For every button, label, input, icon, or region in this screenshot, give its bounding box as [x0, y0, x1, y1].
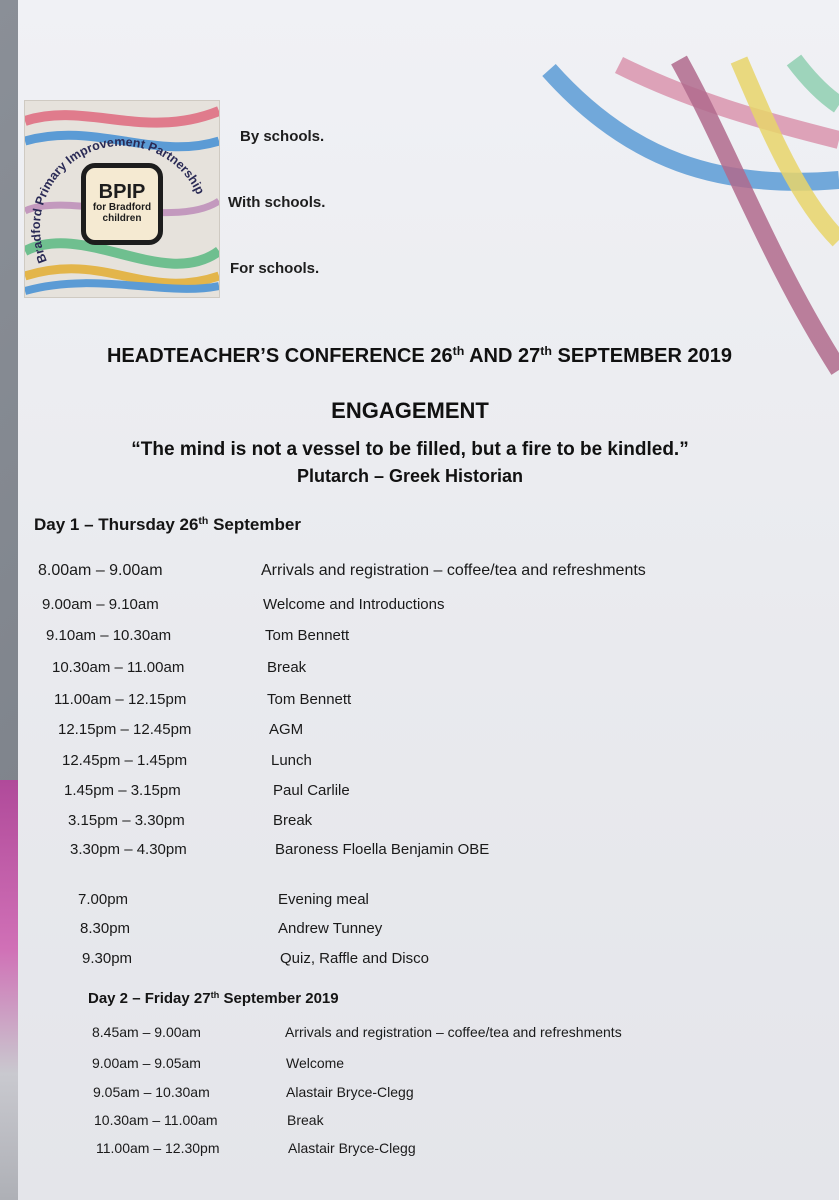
day1-session-row	[0, 721, 839, 745]
day1-session-time: 9.30pm	[82, 950, 133, 967]
day1-session-row	[0, 920, 839, 944]
day1-session-event: AGM	[269, 721, 304, 738]
day2-session-time: 9.00am – 9.05am	[92, 1055, 201, 1071]
day1-session-row	[0, 596, 839, 620]
day1-session-row	[0, 691, 839, 715]
day1-session-row	[0, 752, 839, 776]
day1-session-time: 8.00am – 9.00am	[38, 562, 163, 579]
day2-session-event: Alastair Bryce-Clegg	[286, 1084, 414, 1100]
logo-badge	[81, 163, 163, 245]
day1-session-time: 11.00am – 12.15pm	[54, 691, 187, 708]
day1-session-event: Tom Bennett	[265, 627, 350, 644]
day1-session-time: 12.45pm – 1.45pm	[62, 752, 188, 769]
day1-session-event: Evening meal	[278, 891, 369, 908]
day1-session-time: 10.30am – 11.00am	[52, 659, 185, 676]
day1-session-row	[0, 891, 839, 915]
tagline-with-schools: With schools.	[228, 194, 326, 211]
logo-badge-title: BPIP	[98, 181, 146, 203]
bpip-logo	[24, 100, 220, 298]
tagline-by-schools: By schools.	[240, 128, 325, 145]
day1-session-event: Tom Bennett	[267, 691, 352, 708]
day1-session-row	[0, 659, 839, 683]
logo-badge-subtitle-1: for Bradford	[92, 202, 152, 213]
day1-session-row	[0, 950, 839, 974]
day2-session-row	[0, 1112, 839, 1136]
day1-session-time: 3.15pm – 3.30pm	[68, 812, 185, 829]
day2-session-time: 8.45am – 9.00am	[92, 1024, 201, 1040]
day1-session-event: Lunch	[271, 752, 312, 769]
day1-session-event: Break	[267, 659, 307, 676]
logo-badge-subtitle-2: children	[102, 213, 142, 224]
day2-session-time: 10.30am – 11.00am	[94, 1112, 218, 1128]
day1-session-time: 9.10am – 10.30am	[46, 627, 172, 644]
conference-quote: “The mind is not a vessel to be filled, but a fire to be kindled.”	[131, 439, 689, 460]
day2-session-event: Arrivals and registration – coffee/tea and refreshments	[285, 1024, 622, 1040]
day1-session-time: 9.00am – 9.10am	[42, 596, 159, 613]
day2-session-event: Welcome	[286, 1055, 345, 1071]
day1-session-time: 7.00pm	[78, 891, 129, 908]
day1-session-row	[0, 812, 839, 836]
day1-session-event: Arrivals and registration – coffee/tea and refreshments	[261, 562, 646, 579]
day2-session-time: 9.05am – 10.30am	[93, 1084, 210, 1100]
day1-session-row	[0, 782, 839, 806]
day1-session-row	[0, 841, 839, 865]
day1-session-event: Break	[273, 812, 313, 829]
day1-session-time: 1.45pm – 3.15pm	[64, 782, 181, 799]
quote-attribution: Plutarch – Greek Historian	[296, 466, 524, 486]
day2-session-row	[0, 1055, 839, 1079]
day1-session-time: 12.15pm – 12.45pm	[58, 721, 192, 738]
conference-title: HEADTEACHER’S CONFERENCE 26th AND 27th SEPTEMBER 2019	[106, 344, 733, 367]
logo-ring-text: Bradford Primary Improvement Partnership	[28, 134, 208, 266]
day1-session-event: Andrew Tunney	[278, 920, 383, 937]
conference-theme: ENGAGEMENT	[331, 398, 489, 423]
day2-session-row	[0, 1084, 839, 1108]
day1-session-time: 8.30pm	[80, 920, 131, 937]
day1-session-event: Paul Carlile	[273, 782, 350, 799]
day1-session-time: 3.30pm – 4.30pm	[70, 841, 187, 858]
tagline-for-schools: For schools.	[230, 260, 320, 277]
day1-session-event: Quiz, Raffle and Disco	[280, 950, 429, 967]
day2-title: Day 2 – Friday 27th September 2019	[88, 989, 339, 1007]
day1-session-event: Welcome and Introductions	[263, 596, 445, 613]
day2-session-event: Alastair Bryce-Clegg	[288, 1140, 416, 1156]
day2-session-row	[0, 1140, 839, 1164]
day1-session-event: Baroness Floella Benjamin OBE	[275, 841, 490, 858]
day2-session-time: 11.00am – 12.30pm	[96, 1140, 220, 1156]
day1-title: Day 1 – Thursday 26th September	[34, 515, 301, 534]
day1-session-row	[0, 562, 839, 586]
day2-session-event: Break	[287, 1112, 324, 1128]
day2-session-row	[0, 1024, 839, 1048]
day1-session-row	[0, 627, 839, 651]
